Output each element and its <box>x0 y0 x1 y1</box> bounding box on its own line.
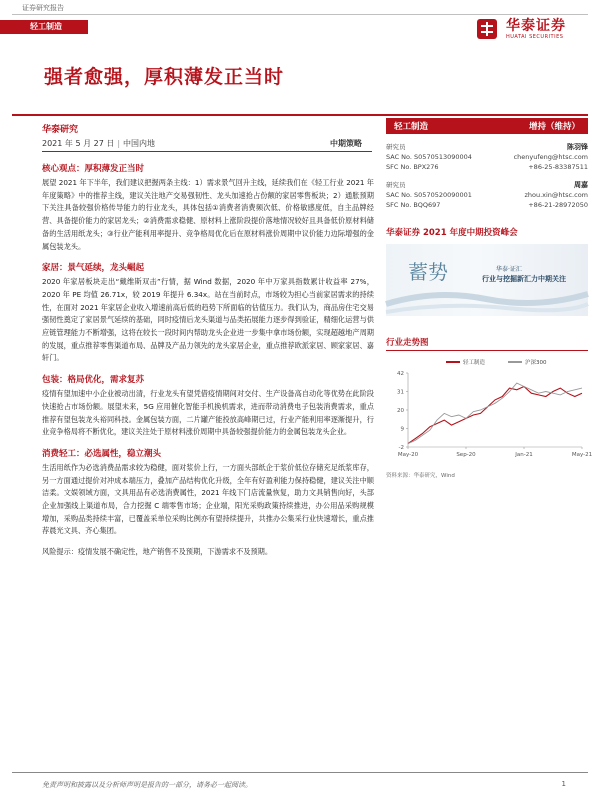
logo <box>474 16 566 42</box>
banner-big-text: 蓄势 <box>408 260 448 284</box>
footer-disclaimer: 免责声明和披露以及分析师声明是报告的一部分，请务必一起阅读。 <box>42 781 252 789</box>
analyst-email[interactable]: zhou.xin@htsc.com <box>524 191 588 199</box>
legend-label: 沪深300 <box>525 360 547 366</box>
report-region: 中国内地 <box>123 139 156 148</box>
section-body: 疫情有望加速中小企业被动出清，行业龙头有望凭借疫情期间对交付、生产设备高自动化等优势在此阶段快速抢占市场份额。展望未来，5G 应用催化智能手机换机需求，进而带动消费电子包装消费需求，重点推荐有望包装龙头裕同科技。金属包装方面，二片罐产能投放高峰期已过，行业产能利用率逐渐提升，行业竞争格局将不断优化，建议关注处于原材料涨价周期中具备较强提价能力的金属包装龙头企业。 <box>42 389 374 437</box>
analyst-row <box>386 162 588 172</box>
analyst-row <box>386 190 588 200</box>
analyst-row <box>386 152 588 162</box>
chart-source: 资料来源：华泰研究，Wind <box>386 473 455 479</box>
trend-chart-svg <box>386 355 593 465</box>
analyst-role: 研究员 <box>386 181 406 189</box>
analyst-header-row <box>386 142 588 152</box>
strategy-label: 中期策略 <box>330 139 362 148</box>
footer-rule <box>12 772 588 773</box>
series-line-light-industry <box>408 387 582 444</box>
logo-text-en: HUATAI SECURITIES <box>506 34 564 40</box>
analyst-row <box>386 200 588 210</box>
section-body: 展望 2021 年下半年，我们建议把握两条主线：1）需求景气回升主线，延续我们在《轻工行业 2021 年年度策略》中的推荐主线，建议关注地产交易强韧性、龙头加速抢占份额的家居零售板块；2）通胀预期下关注具备较强价格传导能力的行业龙头，具体包括①消费者消费频次低、价格敏感度低，自主品牌经营、具备提价能力的家居龙头；②消费需求稳健、原材料上涨阶段提价落地情况较好且具备低价原材料储备的生活用纸龙头；③行业产能利用率提升、竞争格局优化后在原材料涨价周期中议价能力边际增强的金属包装龙头。 <box>42 178 374 251</box>
x-tick-label: Jan-21 <box>515 452 533 458</box>
analyst-sac: SAC No. S0570513090004 <box>386 153 472 161</box>
section-consumer-light <box>42 447 374 538</box>
section-title: 消费轻工：必选属性，稳立潮头 <box>42 448 162 459</box>
x-tick-label: May-20 <box>397 452 419 458</box>
banner-image[interactable] <box>386 244 588 316</box>
legend-label: 轻工制造 <box>463 360 486 366</box>
section-body: 2020 年家居板块走出“戴维斯双击”行情，据 Wind 数据，2020 年中万家具指数累计收益率 27%，2020 年 PE 均值 26.71x，较 2019 年提升 6.34x。站在当前时点，市场较为担心当前家居需求的持续性，在面对 2021 年家居企业收入增速前高后低的趋势下所面临的估值压力。我们认为，商品房住宅交易强韧性奠定了家居景气延续的基础，同时疫情后龙头渠道与品类拓展能力逐步得到验证，精细化运营与供应链管理能力不断增强，这将在较长一段时间内帮助龙头企业进一步集中拿市场份额，实现超越地产周期的发展，重点推荐零售渠道布局、品牌及产品力领先的龙头家居企业，重点推荐欧派家居、顾家家居、嘉轩门。 <box>42 277 374 363</box>
analyst-name: 周嘉 <box>574 181 588 189</box>
date-line: 2021 年 5 月 27 日 | 中国内地 <box>42 139 156 148</box>
risk-note: 风险提示：疫情发展不确定性，地产销售不及预期，下游需求不及预期。 <box>42 547 273 557</box>
rating-bar <box>386 118 588 134</box>
x-tick-label: May-21 <box>571 452 593 458</box>
report-date: 2021 年 5 月 27 日 <box>42 139 115 148</box>
section-title: 包装：格局优化，需求复苏 <box>42 375 145 386</box>
series-label: 华泰研究 <box>42 125 79 135</box>
analyst-phone: +86-21-28972050 <box>528 201 588 209</box>
trend-chart <box>386 355 593 469</box>
top-label: 证券研究报告 <box>22 4 64 12</box>
banner-small-text-1: 华泰·证汇 <box>496 266 522 273</box>
date-rule <box>42 151 372 152</box>
section-home-furnishing <box>42 261 374 365</box>
section-title: 核心观点：厚积薄发正当时 <box>42 164 145 174</box>
main-text-column <box>42 162 374 558</box>
analyst-email[interactable]: chenyufeng@htsc.com <box>513 153 588 161</box>
y-tick-label: 31 <box>397 389 404 396</box>
logo-text-cn: 华泰证券 <box>506 18 566 34</box>
trend-title: 行业走势图 <box>386 336 588 351</box>
analyst-block <box>386 142 588 210</box>
page-number: 1 <box>561 780 566 788</box>
y-tick-label: 42 <box>397 371 404 377</box>
y-tick-label: 9 <box>400 426 404 433</box>
title-rule <box>12 114 588 116</box>
sidebar <box>386 118 593 479</box>
section-title: 家居：景气延续，龙头崛起 <box>42 263 145 274</box>
analyst-role: 研究员 <box>386 143 406 151</box>
banner-title: 华泰证券 2021 年度中期投资峰会 <box>386 228 518 238</box>
section-body: 生活用纸作为必选消费品需求较为稳健，面对浆价上行，一方面头部纸企于浆价低位存储充足纸浆库存，另一方面通过提价对冲成本端压力，叠加产品结构优化升级，全年有好盈利能力保持稳健，建议关注中顺洁柔。文娱领域方面，文具用品有必选消费属性，2021 年线下门店流量恢复，助力文具销售向好，头部企业加强线上渠道布局，合力挖掘 C 端零售市场；企业端，阳光采购政策持续推进，办公用品采购规模增加，采购品类持续丰富，已覆盖采单位采购比例亦有望持续提升，共推办公集采行业快速增长，重点推荐晨光文具、齐心集团。 <box>42 462 374 536</box>
analyst-sfc: SFC No. BQQ697 <box>386 201 441 209</box>
report-title: 强者愈强，厚积薄发正当时 <box>44 66 285 88</box>
series-line-csi300 <box>408 383 582 444</box>
huatai-logo-icon <box>474 16 500 42</box>
section-core-view <box>42 162 374 253</box>
sector-tag: 轻工制造 <box>0 20 88 34</box>
section-packaging <box>42 373 374 439</box>
analyst-sfc: SFC No. BPX276 <box>386 163 439 171</box>
analyst-sac: SAC No. S0570520090001 <box>386 191 472 199</box>
analyst-name: 陈羽锋 <box>567 143 588 151</box>
y-tick-label: -2 <box>398 445 404 451</box>
rating-sector: 轻工制造 <box>394 122 429 132</box>
y-tick-label: 20 <box>397 408 404 414</box>
top-rule <box>12 14 588 15</box>
rating-value: 增持（维持） <box>528 122 580 132</box>
analyst-phone: +86-25-83387511 <box>528 163 588 171</box>
banner-small-text-2: 行业与挖掘新汇力中期关注 <box>482 275 566 283</box>
x-tick-label: Sep-20 <box>456 452 476 458</box>
analyst-header-row <box>386 180 588 190</box>
